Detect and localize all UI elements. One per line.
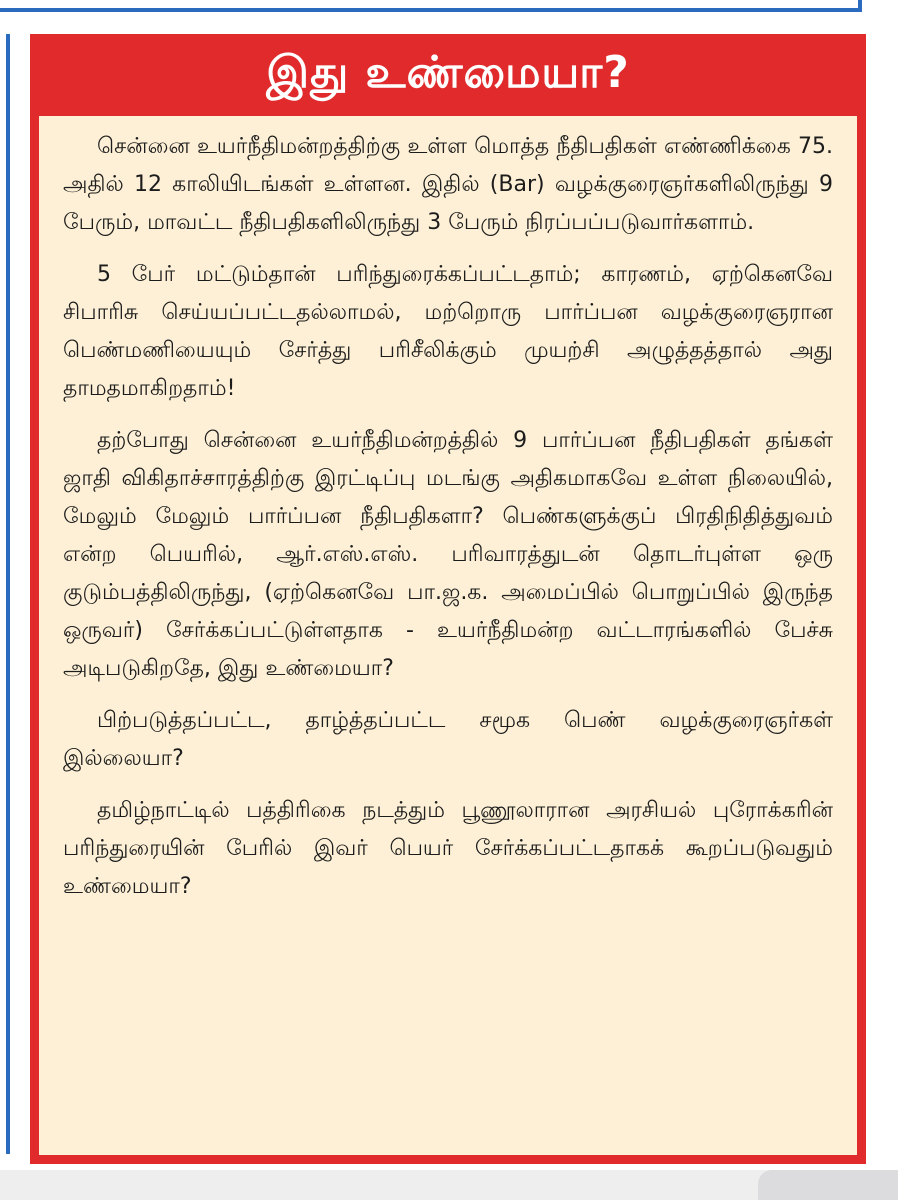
paragraph-5: தமிழ்நாட்டில் பத்திரிகை நடத்தும் பூணூலாரான அரசியல் புரோக்கரின் பரிந்துரையின் பேரில் இவர் பெயர் சேர்க்கப்பட்டதாகக் கூறப்படுவதும் உண்மையா?: [63, 798, 833, 899]
article-title: இது உண்மையா?: [266, 46, 630, 98]
paragraph-1: சென்னை உயர்நீதிமன்றத்திற்கு உள்ள மொத்த நீதிபதிகள் எண்ணிக்கை 75. அதில் 12 காலியிடங்கள் உள்ளன. இதில் (Bar) வழக்குரைஞர்களிலிருந்து 9 பேரும், மாவட்ட நீதிபதிகளிலிருந்து 3 பேரும் நிரப்பப்படுவார்களாம்.: [63, 134, 833, 235]
article-boxout: [30, 34, 866, 1164]
article-body: [39, 116, 857, 1155]
viewer-bottom-bar: [0, 1170, 898, 1200]
paragraph-4: பிற்படுத்தப்பட்ட, தாழ்த்தப்பட்ட சமூக பெண் வழக்குரைஞர்கள் இல்லையா?: [63, 708, 833, 771]
previous-article-box-edge: [0, 0, 862, 12]
paragraph-2: 5 பேர் மட்டும்தான் பரிந்துரைக்கப்பட்டதாம்; காரணம், ஏற்கெனவே சிபாரிசு செய்யப்பட்டதல்லாமல், மற்றொரு பார்ப்பன வழக்குரைஞரான பெண்மணியையும் சேர்த்து பரிசீலிக்கும் முயற்சி அழுத்தத்தால் அது தாமதமாகிறதாம்!: [63, 262, 833, 401]
paragraph-3: தற்போது சென்னை உயர்நீதிமன்றத்தில் 9 பார்ப்பன நீதிபதிகள் தங்கள் ஜாதி விகிதாச்சாரத்திற்கு இரட்டிப்பு மடங்கு அதிகமாகவே உள்ள நிலையில், மேலும் மேலும் பார்ப்பன நீதிபதிகளா? பெண்களுக்குப் பிரதிநிதித்துவம் என்ற பெயரில், ஆர்.எஸ்.எஸ். பரிவாரத்துடன் தொடர்புள்ள ஒரு குடும்பத்திலிருந்து, (ஏற்கெனவே பா.ஜ.க. அமைப்பில் பொறுப்பில் இருந்த ஒருவர்) சேர்க்கப்பட்டுள்ளதாக - உயர்நீதிமன்ற வட்டாரங்களில் பேச்சு அடிபடுகிறதே, இது உண்மையா?: [63, 428, 833, 681]
viewer-corner-tab: [758, 1170, 898, 1200]
adjacent-column-rule: [0, 34, 10, 1154]
